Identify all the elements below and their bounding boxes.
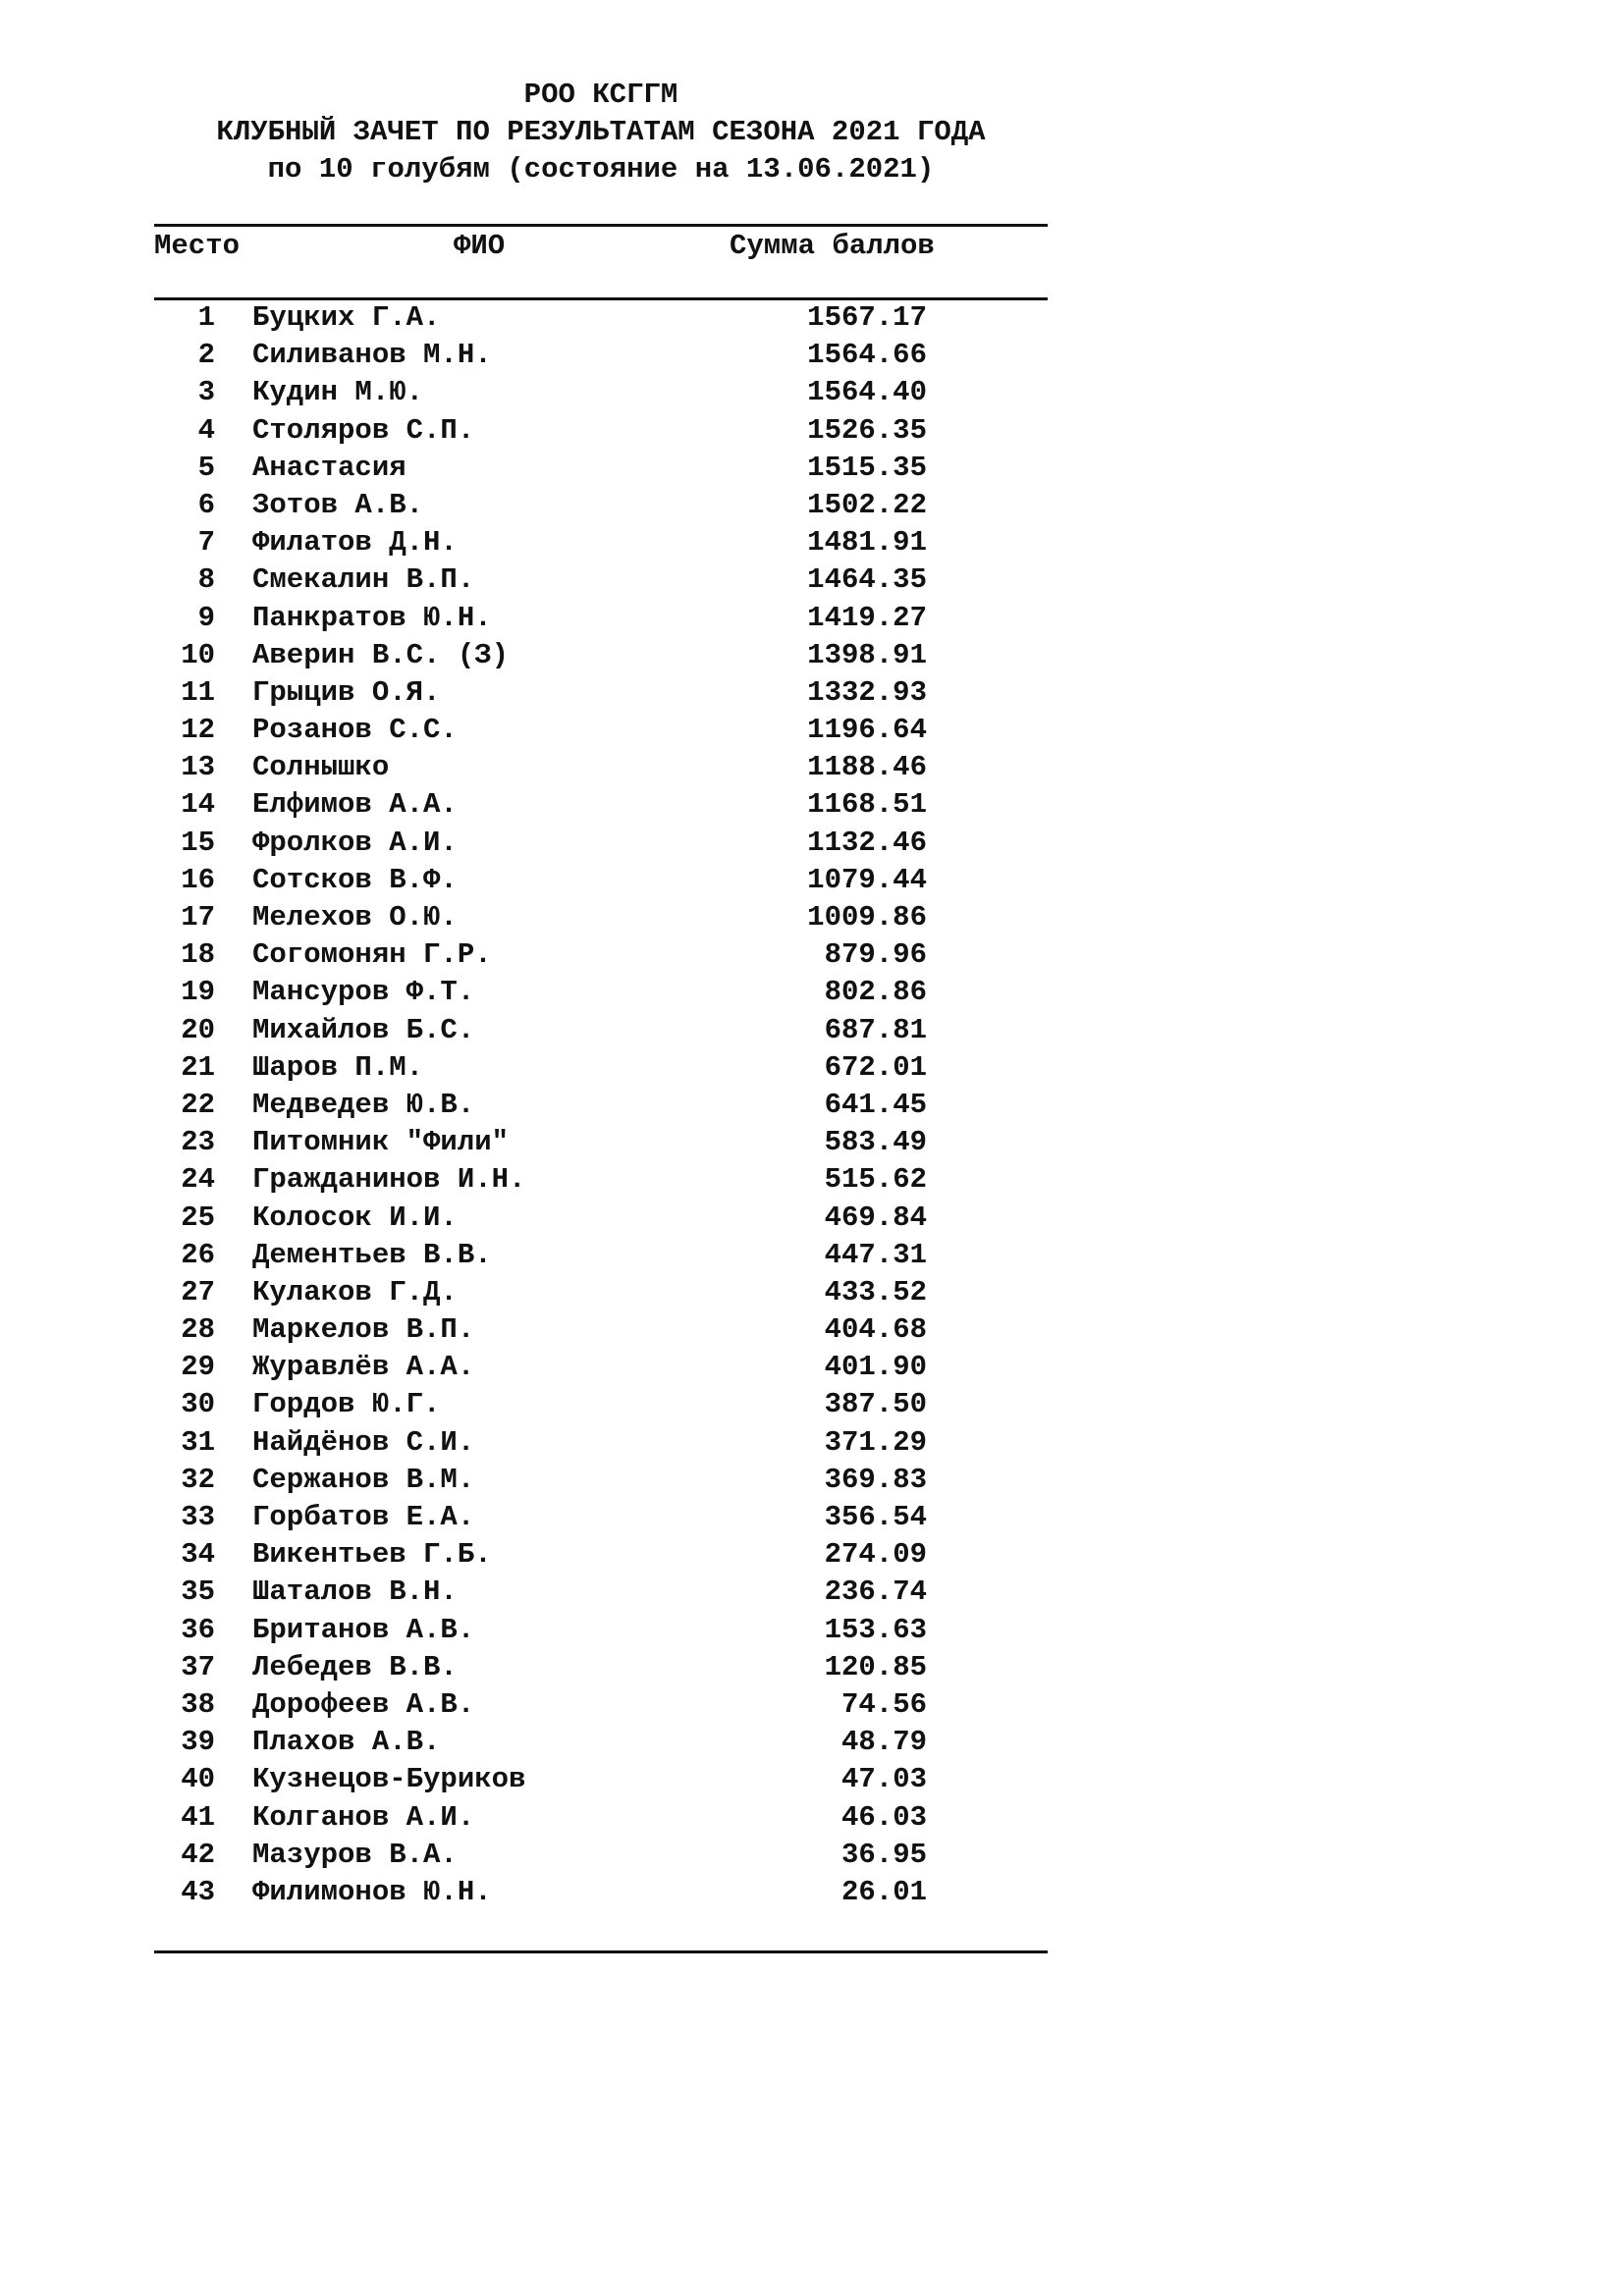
score-cell: 1502.22	[807, 488, 927, 521]
place-cell: 13	[181, 751, 215, 784]
score-cell: 1464.35	[807, 563, 927, 597]
table-row	[154, 1161, 1048, 1199]
table-row	[154, 936, 1048, 974]
table-row	[154, 374, 1048, 411]
document-subtitle: по 10 голубям (состояние на 13.06.2021)	[267, 153, 935, 186]
name-cell: Согомонян Г.Р.	[252, 938, 492, 972]
table-row	[154, 1536, 1048, 1574]
table-row	[154, 600, 1048, 637]
place-cell: 1	[197, 301, 215, 334]
place-cell: 5	[197, 451, 215, 484]
name-cell: Найдёнов С.И.	[252, 1425, 475, 1459]
table-row	[154, 1724, 1048, 1761]
document-title: КЛУБНЫЙ ЗАЧЕТ ПО РЕЗУЛЬТАТАМ СЕЗОНА 2021 ГОДА	[216, 116, 986, 148]
name-cell: Панкратов Ю.Н.	[252, 601, 492, 634]
name-cell: Михайлов Б.С.	[252, 1013, 475, 1046]
name-cell: Кудин М.Ю.	[252, 376, 424, 409]
name-cell: Британов А.В.	[252, 1613, 475, 1646]
place-cell: 39	[181, 1726, 215, 1759]
table-row	[154, 561, 1048, 599]
place-cell: 29	[181, 1351, 215, 1384]
table-row	[154, 1087, 1048, 1124]
place-cell: 8	[197, 563, 215, 597]
name-cell: Филатов Д.Н.	[252, 526, 458, 560]
name-cell: Сержанов В.М.	[252, 1463, 475, 1496]
name-cell: Сотсков В.Ф.	[252, 863, 458, 896]
score-cell: 1079.44	[807, 863, 927, 896]
score-cell: 120.85	[824, 1650, 927, 1683]
place-cell: 22	[181, 1088, 215, 1121]
score-cell: 1188.46	[807, 751, 927, 784]
score-cell: 469.84	[824, 1201, 927, 1234]
place-cell: 23	[181, 1126, 215, 1159]
column-header-place: Место	[154, 230, 241, 262]
score-cell: 1196.64	[807, 714, 927, 747]
name-cell: Дорофеев А.В.	[252, 1687, 475, 1721]
score-cell: 447.31	[824, 1238, 927, 1271]
name-cell: Елфимов А.А.	[252, 788, 458, 822]
place-cell: 10	[181, 638, 215, 671]
score-cell: 433.52	[824, 1275, 927, 1308]
score-cell: 401.90	[824, 1351, 927, 1384]
score-cell: 153.63	[824, 1613, 927, 1646]
score-cell: 1481.91	[807, 526, 927, 560]
score-cell: 687.81	[824, 1013, 927, 1046]
score-cell: 36.95	[840, 1838, 927, 1871]
place-cell: 43	[181, 1875, 215, 1908]
table-row	[154, 825, 1048, 862]
name-cell: Мансуров Ф.Т.	[252, 976, 475, 1009]
name-cell: Гражданинов И.Н.	[252, 1163, 526, 1197]
score-cell: 74.56	[840, 1687, 927, 1721]
organization-title: РОО КСГГМ	[523, 79, 678, 111]
score-cell: 369.83	[824, 1463, 927, 1496]
place-cell: 9	[197, 601, 215, 634]
name-cell: Солнышко	[252, 751, 390, 784]
name-cell: Филимонов Ю.Н.	[252, 1875, 492, 1908]
score-cell: 48.79	[840, 1726, 927, 1759]
score-cell: 583.49	[824, 1126, 927, 1159]
table-row	[154, 299, 1048, 337]
place-cell: 16	[181, 863, 215, 896]
name-cell: Буцких Г.А.	[252, 301, 441, 334]
table-row	[154, 1349, 1048, 1386]
score-cell: 26.01	[840, 1875, 927, 1908]
place-cell: 27	[181, 1275, 215, 1308]
score-cell: 1526.35	[807, 413, 927, 447]
table-row	[154, 524, 1048, 561]
score-cell: 802.86	[824, 976, 927, 1009]
table-row	[154, 786, 1048, 824]
name-cell: Фролков А.И.	[252, 826, 458, 859]
table-row	[154, 1574, 1048, 1611]
table-row	[154, 749, 1048, 786]
place-cell: 31	[181, 1425, 215, 1459]
table-top-rule	[154, 224, 1048, 227]
score-cell: 1515.35	[807, 451, 927, 484]
score-cell: 1564.40	[807, 376, 927, 409]
name-cell: Зотов А.В.	[252, 488, 424, 521]
table-row	[154, 1874, 1048, 1911]
name-cell: Колганов А.И.	[252, 1800, 475, 1834]
score-cell: 1009.86	[807, 901, 927, 934]
table-row	[154, 450, 1048, 487]
score-cell: 356.54	[824, 1501, 927, 1533]
name-cell: Колосок И.И.	[252, 1201, 458, 1234]
score-cell: 515.62	[824, 1163, 927, 1197]
score-cell: 879.96	[824, 938, 927, 972]
name-cell: Шаталов В.Н.	[252, 1575, 458, 1609]
score-cell: 274.09	[824, 1538, 927, 1572]
place-cell: 2	[197, 339, 215, 372]
place-cell: 4	[197, 413, 215, 447]
table-row	[154, 1612, 1048, 1649]
column-header-score: Сумма баллов	[730, 230, 935, 262]
name-cell: Силиванов М.Н.	[252, 339, 492, 372]
score-cell: 641.45	[824, 1088, 927, 1121]
place-cell: 30	[181, 1388, 215, 1421]
name-cell: Дементьев В.В.	[252, 1238, 492, 1271]
score-cell: 47.03	[840, 1763, 927, 1796]
table-row	[154, 1686, 1048, 1724]
score-cell: 1168.51	[807, 788, 927, 822]
table-row	[154, 337, 1048, 374]
score-cell: 1567.17	[807, 301, 927, 334]
score-cell: 46.03	[840, 1800, 927, 1834]
name-cell: Мазуров В.А.	[252, 1838, 458, 1871]
place-cell: 35	[181, 1575, 215, 1609]
place-cell: 18	[181, 938, 215, 972]
name-cell: Гордов Ю.Г.	[252, 1388, 441, 1421]
score-cell: 1564.66	[807, 339, 927, 372]
place-cell: 37	[181, 1650, 215, 1683]
name-cell: Розанов С.С.	[252, 714, 458, 747]
place-cell: 15	[181, 826, 215, 859]
table-row	[154, 1124, 1048, 1161]
place-cell: 20	[181, 1013, 215, 1046]
column-header-name: ФИО	[454, 230, 506, 262]
table-row	[154, 1237, 1048, 1274]
place-cell: 14	[181, 788, 215, 822]
place-cell: 38	[181, 1687, 215, 1721]
place-cell: 42	[181, 1838, 215, 1871]
name-cell: Аверин В.С. (З)	[252, 638, 510, 671]
table-row	[154, 712, 1048, 749]
score-cell: 371.29	[824, 1425, 927, 1459]
score-cell: 404.68	[824, 1313, 927, 1347]
table-row	[154, 674, 1048, 712]
place-cell: 17	[181, 901, 215, 934]
name-cell: Маркелов В.П.	[252, 1313, 475, 1347]
name-cell: Кулаков Г.Д.	[252, 1275, 458, 1308]
score-cell: 387.50	[824, 1388, 927, 1421]
place-cell: 21	[181, 1050, 215, 1084]
name-cell: Питомник "Фили"	[252, 1126, 510, 1159]
place-cell: 36	[181, 1613, 215, 1646]
table-row	[154, 1049, 1048, 1087]
table-row	[154, 412, 1048, 450]
place-cell: 19	[181, 976, 215, 1009]
table-row	[154, 899, 1048, 936]
name-cell: Кузнецов-Буриков	[252, 1763, 526, 1796]
table-row	[154, 862, 1048, 899]
name-cell: Анастасия	[252, 451, 406, 484]
place-cell: 6	[197, 488, 215, 521]
place-cell: 7	[197, 526, 215, 560]
place-cell: 3	[197, 376, 215, 409]
score-cell: 672.01	[824, 1050, 927, 1084]
place-cell: 34	[181, 1538, 215, 1572]
name-cell: Мелехов О.Ю.	[252, 901, 458, 934]
name-cell: Смекалин В.П.	[252, 563, 475, 597]
table-row	[154, 1837, 1048, 1874]
table-row	[154, 1386, 1048, 1423]
table-bottom-rule	[154, 1950, 1048, 1953]
score-cell: 1398.91	[807, 638, 927, 671]
table-row	[154, 1499, 1048, 1536]
name-cell: Викентьев Г.Б.	[252, 1538, 492, 1572]
score-cell: 1332.93	[807, 675, 927, 709]
table-row	[154, 1311, 1048, 1349]
place-cell: 11	[181, 675, 215, 709]
table-row	[154, 1761, 1048, 1798]
place-cell: 32	[181, 1463, 215, 1496]
place-cell: 33	[181, 1501, 215, 1533]
place-cell: 40	[181, 1763, 215, 1796]
name-cell: Медведев Ю.В.	[252, 1088, 475, 1121]
table-row	[154, 1649, 1048, 1686]
name-cell: Грыцив О.Я.	[252, 675, 441, 709]
score-cell: 1419.27	[807, 601, 927, 634]
name-cell: Лебедев В.В.	[252, 1650, 458, 1683]
place-cell: 12	[181, 714, 215, 747]
place-cell: 41	[181, 1800, 215, 1834]
table-row	[154, 1012, 1048, 1049]
name-cell: Горбатов Е.А.	[252, 1501, 475, 1533]
table-row	[154, 487, 1048, 524]
table-row	[154, 1424, 1048, 1462]
place-cell: 28	[181, 1313, 215, 1347]
name-cell: Шаров П.М.	[252, 1050, 424, 1084]
table-row	[154, 1274, 1048, 1311]
table-row	[154, 1462, 1048, 1499]
place-cell: 24	[181, 1163, 215, 1197]
name-cell: Журавлёв А.А.	[252, 1351, 475, 1384]
score-cell: 1132.46	[807, 826, 927, 859]
table-row	[154, 974, 1048, 1011]
table-row	[154, 1200, 1048, 1237]
name-cell: Столяров С.П.	[252, 413, 475, 447]
table-row	[154, 1799, 1048, 1837]
score-cell: 236.74	[824, 1575, 927, 1609]
table-row	[154, 637, 1048, 674]
results-table-body	[154, 299, 1048, 1911]
place-cell: 26	[181, 1238, 215, 1271]
place-cell: 25	[181, 1201, 215, 1234]
name-cell: Плахов А.В.	[252, 1726, 441, 1759]
